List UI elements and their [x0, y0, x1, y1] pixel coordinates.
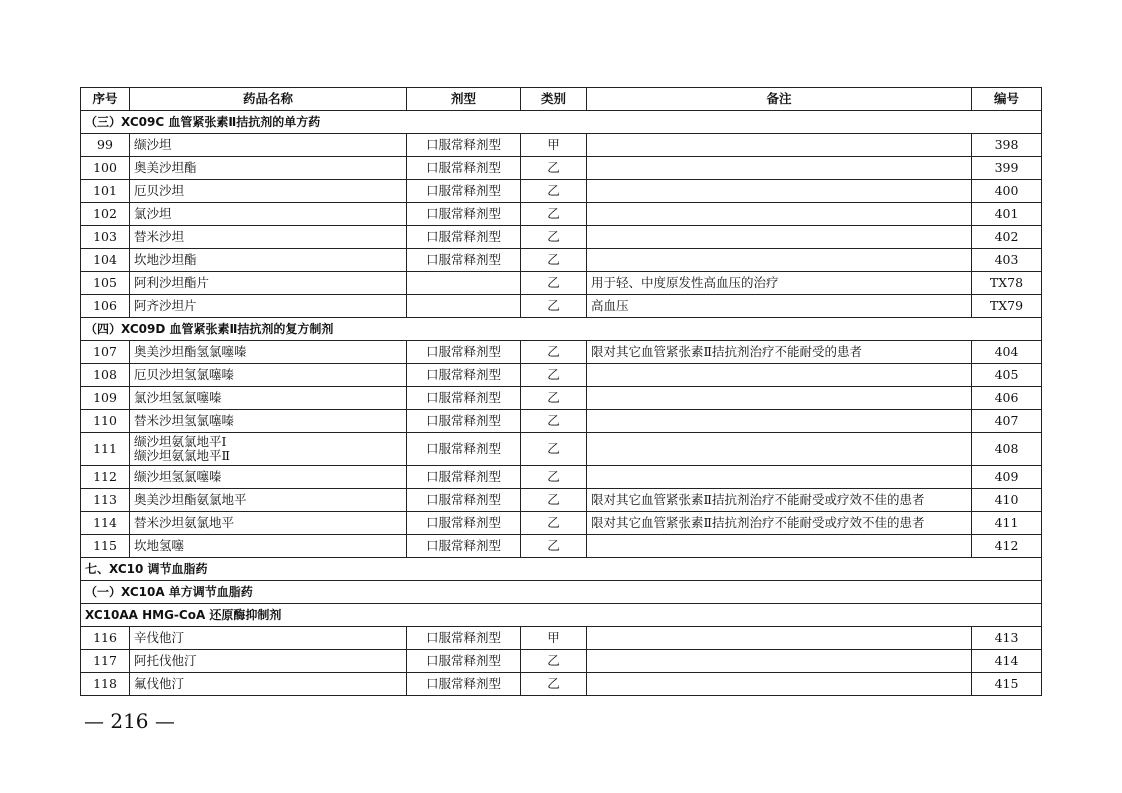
cell-form: 口服常释剂型: [407, 410, 521, 433]
cell-category: 乙: [521, 272, 587, 295]
cell-name: 替米沙坦氨氯地平: [130, 512, 407, 535]
cell-name: 辛伐他汀: [130, 627, 407, 650]
cell-code: 406: [972, 387, 1042, 410]
drug-list-table: [80, 87, 1042, 696]
cell-seq: 118: [81, 673, 130, 696]
cell-code: 414: [972, 650, 1042, 673]
cell-seq: 101: [81, 180, 130, 203]
cell-name: 缬沙坦氢氯噻嗪: [130, 466, 407, 489]
section-title: XC10AA HMG-CoA 还原酶抑制剂: [81, 604, 1042, 627]
cell-remark: [587, 673, 972, 696]
cell-form: 口服常释剂型: [407, 627, 521, 650]
cell-form: 口服常释剂型: [407, 249, 521, 272]
table-row: [81, 489, 1042, 512]
cell-form: 口服常释剂型: [407, 433, 521, 466]
cell-remark: 高血压: [587, 295, 972, 318]
cell-remark: [587, 433, 972, 466]
cell-code: 398: [972, 134, 1042, 157]
cell-category: 乙: [521, 180, 587, 203]
cell-category: 乙: [521, 295, 587, 318]
section-row: [81, 581, 1042, 604]
group-2-body: [81, 341, 1042, 558]
cell-form: 口服常释剂型: [407, 512, 521, 535]
cell-form: 口服常释剂型: [407, 673, 521, 696]
cell-form: 口服常释剂型: [407, 134, 521, 157]
cell-code: 408: [972, 433, 1042, 466]
table-row: [81, 673, 1042, 696]
cell-remark: [587, 627, 972, 650]
cell-seq: 109: [81, 387, 130, 410]
cell-name-line: 缬沙坦氨氯地平Ⅱ: [134, 448, 230, 463]
section-row: [81, 318, 1042, 341]
cell-seq: 105: [81, 272, 130, 295]
cell-seq: 113: [81, 489, 130, 512]
cell-form: 口服常释剂型: [407, 226, 521, 249]
cell-seq: 115: [81, 535, 130, 558]
cell-form: 口服常释剂型: [407, 535, 521, 558]
section-title: （四）XC09D 血管紧张素Ⅱ拮抗剂的复方制剂: [81, 318, 1042, 341]
cell-form: 口服常释剂型: [407, 489, 521, 512]
cell-name: 氯沙坦氢氯噻嗪: [130, 387, 407, 410]
cell-code: 412: [972, 535, 1042, 558]
cell-seq: 112: [81, 466, 130, 489]
cell-remark: [587, 410, 972, 433]
cell-code: TX79: [972, 295, 1042, 318]
cell-category: 甲: [521, 627, 587, 650]
group-3-body: [81, 627, 1042, 696]
cell-seq: 117: [81, 650, 130, 673]
section-body: [81, 318, 1042, 341]
cell-category: 乙: [521, 535, 587, 558]
cell-name: 奥美沙坦酯氢氯噻嗪: [130, 341, 407, 364]
header-form: 剂型: [407, 88, 521, 111]
cell-form: 口服常释剂型: [407, 466, 521, 489]
cell-remark: 用于轻、中度原发性高血压的治疗: [587, 272, 972, 295]
table-header-row: [81, 88, 1042, 111]
cell-category: 乙: [521, 650, 587, 673]
cell-category: 乙: [521, 226, 587, 249]
table-row: [81, 466, 1042, 489]
cell-remark: 限对其它血管紧张素Ⅱ拮抗剂治疗不能耐受的患者: [587, 341, 972, 364]
cell-category: 乙: [521, 387, 587, 410]
group-1-body: [81, 134, 1042, 318]
section-row: [81, 558, 1042, 581]
cell-remark: [587, 180, 972, 203]
cell-category: 乙: [521, 364, 587, 387]
cell-seq: 104: [81, 249, 130, 272]
header-category: 类别: [521, 88, 587, 111]
cell-code: 401: [972, 203, 1042, 226]
cell-name: 替米沙坦: [130, 226, 407, 249]
cell-form: 口服常释剂型: [407, 203, 521, 226]
section-title: （一）XC10A 单方调节血脂药: [81, 581, 1042, 604]
cell-form: [407, 272, 521, 295]
page-number: — 216 —: [84, 709, 175, 733]
cell-category: 乙: [521, 157, 587, 180]
cell-form: 口服常释剂型: [407, 180, 521, 203]
cell-category: 乙: [521, 512, 587, 535]
cell-category: 乙: [521, 249, 587, 272]
cell-seq: 102: [81, 203, 130, 226]
cell-name: [130, 433, 407, 466]
table-row: [81, 134, 1042, 157]
section-title: （三）XC09C 血管紧张素Ⅱ拮抗剂的单方药: [81, 111, 1042, 134]
table-row: [81, 433, 1042, 466]
cell-remark: [587, 387, 972, 410]
section-row: [81, 604, 1042, 627]
table-row: [81, 410, 1042, 433]
cell-form: 口服常释剂型: [407, 341, 521, 364]
table-row: [81, 295, 1042, 318]
cell-name: 厄贝沙坦: [130, 180, 407, 203]
cell-name: 奥美沙坦酯: [130, 157, 407, 180]
header-remark: 备注: [587, 88, 972, 111]
table-row: [81, 387, 1042, 410]
section-row: [81, 111, 1042, 134]
table-row: [81, 203, 1042, 226]
cell-name: 氯沙坦: [130, 203, 407, 226]
cell-remark: [587, 650, 972, 673]
cell-seq: 116: [81, 627, 130, 650]
table-row: [81, 650, 1042, 673]
cell-category: 乙: [521, 466, 587, 489]
cell-form: 口服常释剂型: [407, 650, 521, 673]
cell-category: 甲: [521, 134, 587, 157]
cell-name: 替米沙坦氢氯噻嗪: [130, 410, 407, 433]
cell-seq: 103: [81, 226, 130, 249]
cell-code: 411: [972, 512, 1042, 535]
cell-category: 乙: [521, 203, 587, 226]
cell-code: TX78: [972, 272, 1042, 295]
table-row: [81, 364, 1042, 387]
table-row: [81, 157, 1042, 180]
cell-form: 口服常释剂型: [407, 364, 521, 387]
cell-name: 坎地沙坦酯: [130, 249, 407, 272]
table-row: [81, 226, 1042, 249]
cell-remark: [587, 226, 972, 249]
cell-category: 乙: [521, 673, 587, 696]
cell-form: 口服常释剂型: [407, 157, 521, 180]
cell-category: 乙: [521, 341, 587, 364]
table-row: [81, 180, 1042, 203]
section-title: 七、XC10 调节血脂药: [81, 558, 1042, 581]
cell-name: 氟伐他汀: [130, 673, 407, 696]
cell-code: 413: [972, 627, 1042, 650]
table-row: [81, 341, 1042, 364]
cell-code: 415: [972, 673, 1042, 696]
cell-category: 乙: [521, 433, 587, 466]
cell-seq: 99: [81, 134, 130, 157]
cell-code: 407: [972, 410, 1042, 433]
cell-code: 405: [972, 364, 1042, 387]
cell-seq: 110: [81, 410, 130, 433]
header-name: 药品名称: [130, 88, 407, 111]
cell-name: 坎地氢噻: [130, 535, 407, 558]
table-body: [81, 111, 1042, 134]
cell-seq: 108: [81, 364, 130, 387]
cell-form: 口服常释剂型: [407, 387, 521, 410]
cell-name: 阿托伐他汀: [130, 650, 407, 673]
table-row: [81, 272, 1042, 295]
cell-remark: [587, 203, 972, 226]
cell-remark: 限对其它血管紧张素Ⅱ拮抗剂治疗不能耐受或疗效不佳的患者: [587, 512, 972, 535]
cell-seq: 111: [81, 433, 130, 466]
cell-name: 奥美沙坦酯氨氯地平: [130, 489, 407, 512]
cell-seq: 107: [81, 341, 130, 364]
cell-code: 400: [972, 180, 1042, 203]
table-row: [81, 627, 1042, 650]
cell-seq: 114: [81, 512, 130, 535]
cell-name: 缬沙坦: [130, 134, 407, 157]
cell-category: 乙: [521, 489, 587, 512]
cell-form: [407, 295, 521, 318]
header-code: 编号: [972, 88, 1042, 111]
cell-code: 404: [972, 341, 1042, 364]
cell-category: 乙: [521, 410, 587, 433]
cell-name-line: 缬沙坦氨氯地平Ⅰ: [134, 434, 227, 449]
cell-code: 409: [972, 466, 1042, 489]
cell-code: 410: [972, 489, 1042, 512]
cell-remark: [587, 249, 972, 272]
table-row: [81, 535, 1042, 558]
cell-name: 阿利沙坦酯片: [130, 272, 407, 295]
header-seq: 序号: [81, 88, 130, 111]
cell-seq: 106: [81, 295, 130, 318]
cell-remark: [587, 364, 972, 387]
cell-remark: [587, 134, 972, 157]
table-row: [81, 249, 1042, 272]
cell-remark: [587, 466, 972, 489]
cell-name: 阿齐沙坦片: [130, 295, 407, 318]
cell-remark: 限对其它血管紧张素Ⅱ拮抗剂治疗不能耐受或疗效不佳的患者: [587, 489, 972, 512]
table-row: [81, 512, 1042, 535]
section-body: [81, 558, 1042, 627]
cell-seq: 100: [81, 157, 130, 180]
cell-code: 403: [972, 249, 1042, 272]
cell-remark: [587, 535, 972, 558]
cell-remark: [587, 157, 972, 180]
cell-code: 399: [972, 157, 1042, 180]
cell-name: 厄贝沙坦氢氯噻嗪: [130, 364, 407, 387]
cell-code: 402: [972, 226, 1042, 249]
